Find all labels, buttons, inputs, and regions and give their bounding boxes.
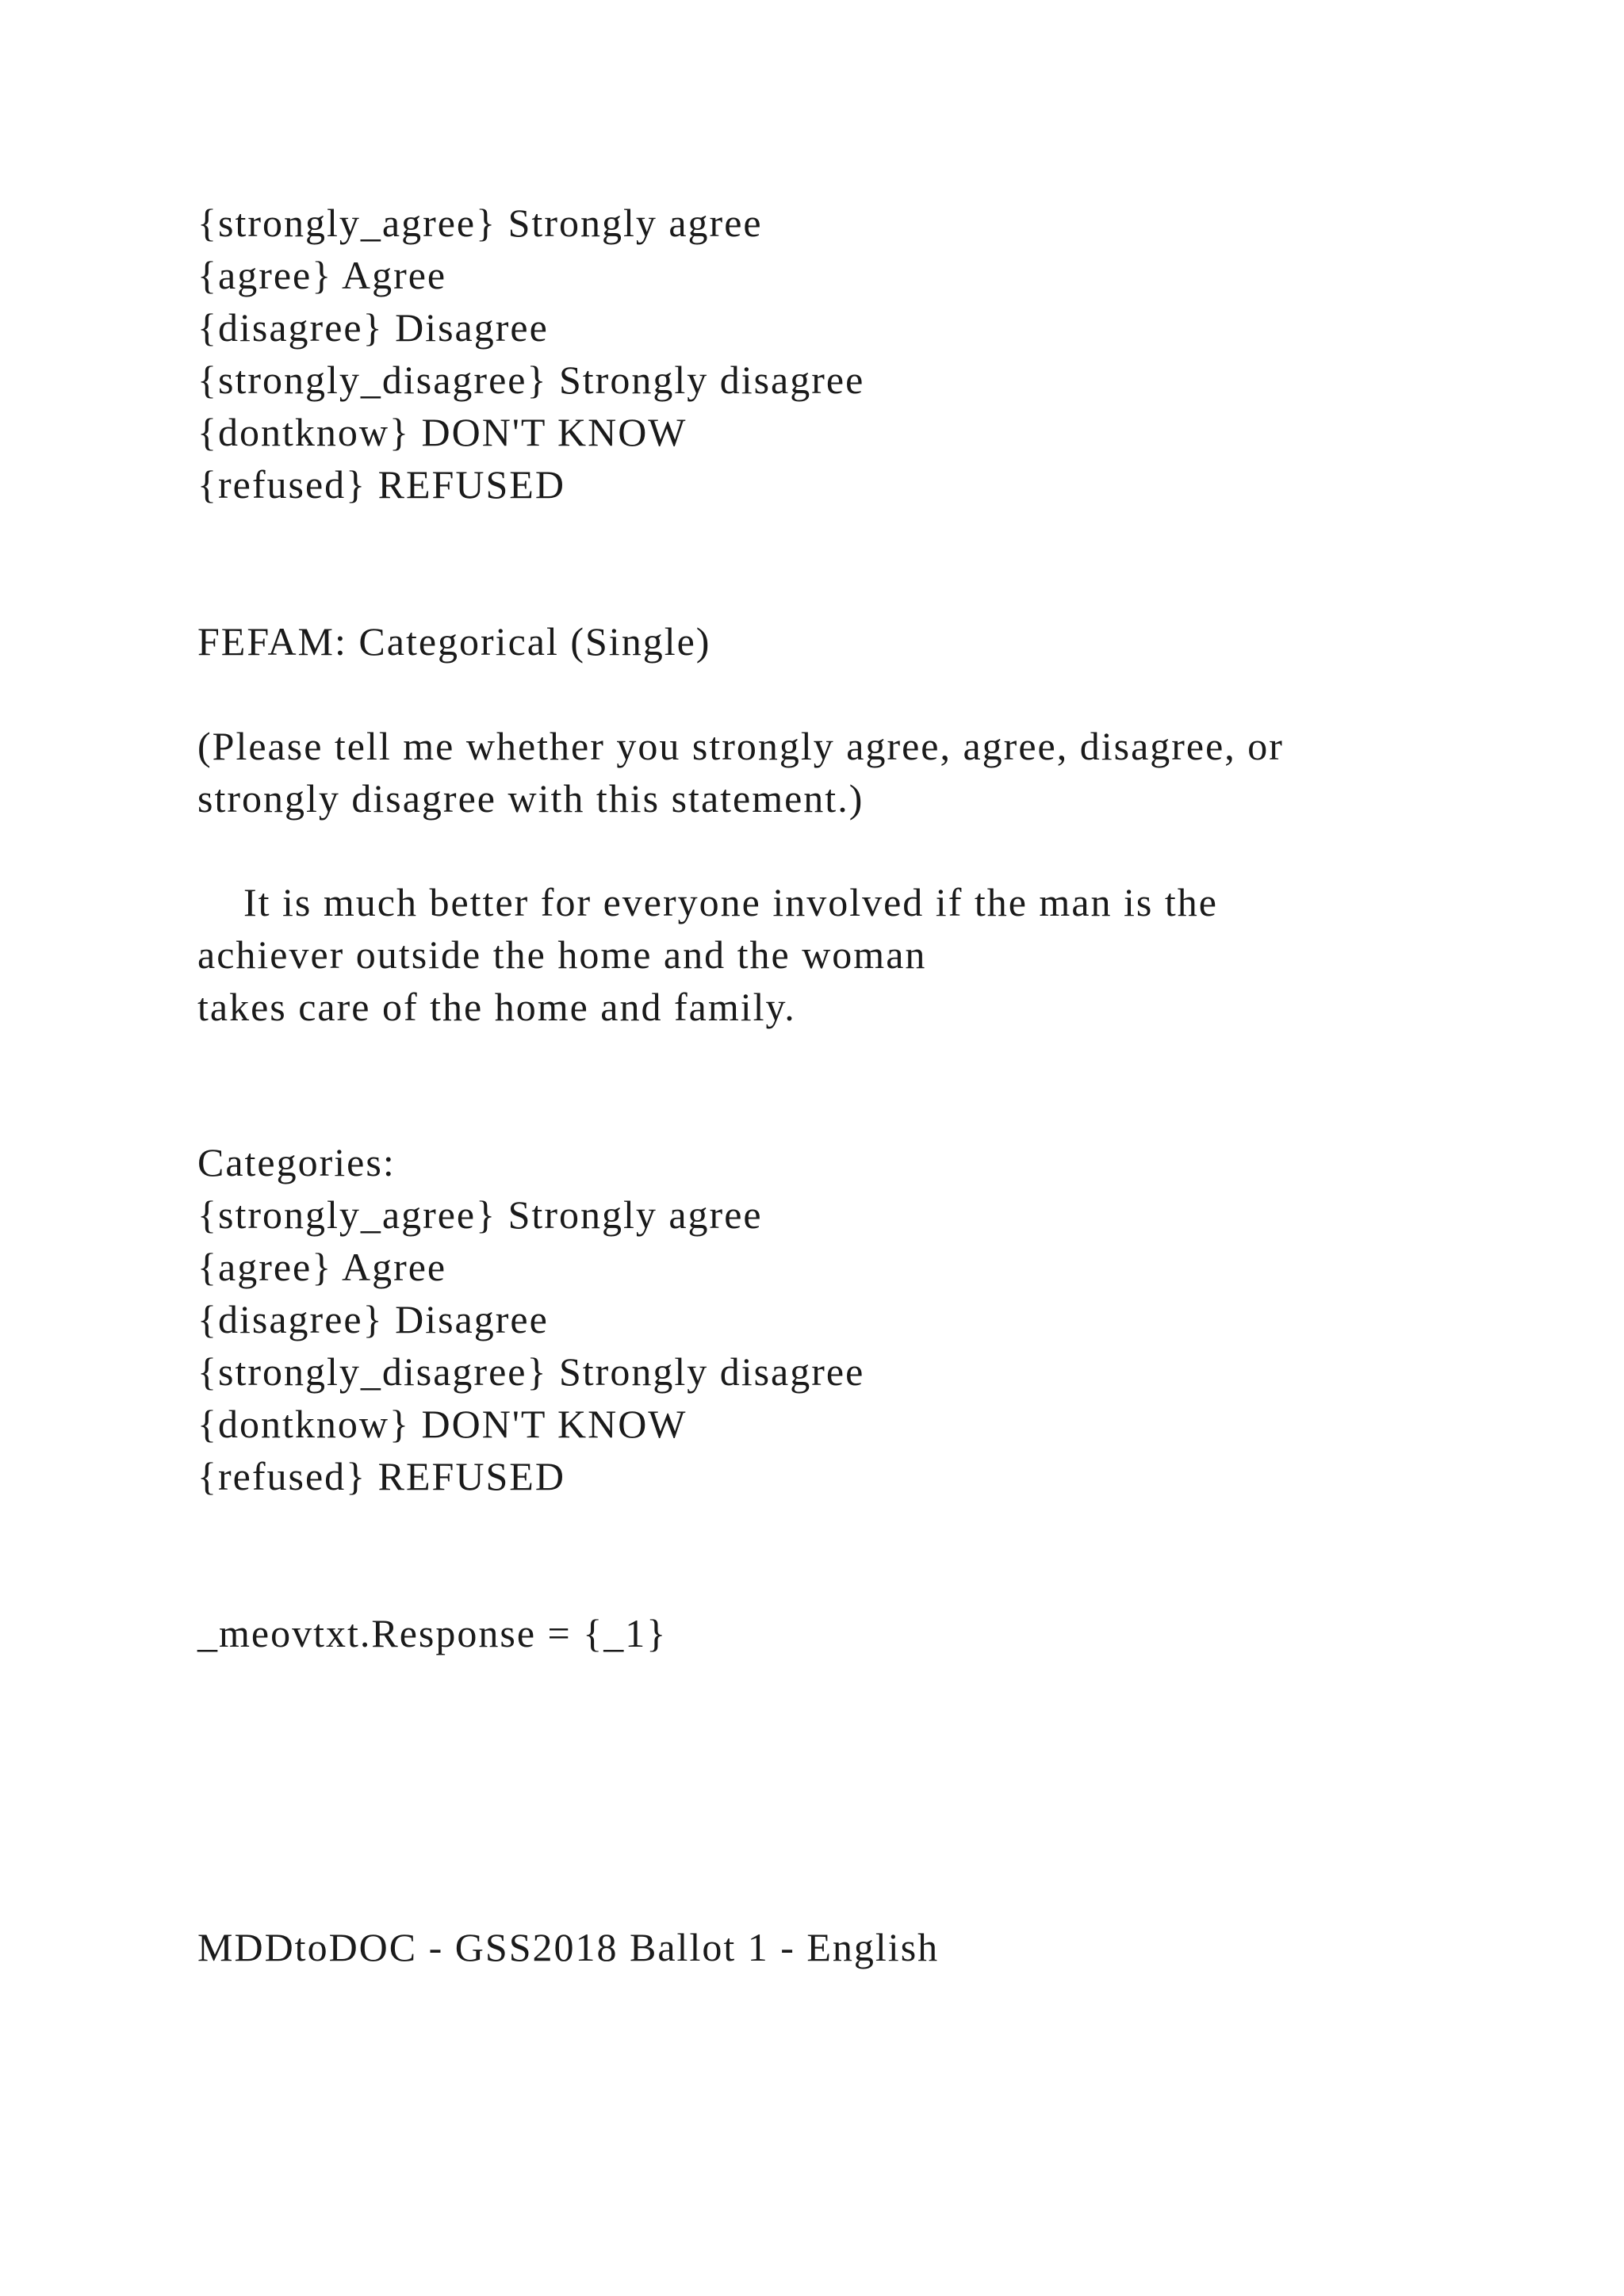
top-category-list <box>197 197 1466 511</box>
category-line <box>197 1345 1466 1398</box>
category-label: REFUSED <box>377 462 565 507</box>
category-line <box>197 354 1466 406</box>
category-label: Strongly agree <box>508 1192 763 1237</box>
category-label: Strongly disagree <box>558 358 865 402</box>
category-code: {agree} <box>197 253 333 297</box>
instruction-line: (Please tell me whether you strongly agree, agree, disagree, or <box>197 724 1284 768</box>
category-line <box>197 406 1466 458</box>
category-line <box>197 458 1466 511</box>
response-assignment: _meovtxt.Response = {_1} <box>197 1611 668 1655</box>
category-label: Strongly disagree <box>558 1349 865 1394</box>
category-label: REFUSED <box>377 1454 565 1498</box>
question-header: FEFAM: Categorical (Single) <box>197 619 711 664</box>
category-label: Disagree <box>395 305 549 350</box>
category-code: {dontknow} <box>197 1402 410 1446</box>
bottom-category-list <box>197 1188 1466 1502</box>
category-code: {strongly_agree} <box>197 201 497 245</box>
question-instruction <box>197 720 1466 825</box>
category-code: {dontknow} <box>197 410 410 454</box>
category-label: Agree <box>341 1245 447 1289</box>
category-line <box>197 1398 1466 1450</box>
category-code: {strongly_agree} <box>197 1192 497 1237</box>
category-line <box>197 301 1466 354</box>
categories-label-block <box>197 1136 1466 1188</box>
question-statement <box>197 876 1466 1033</box>
statement-line: It is much better for everyone involved if the man is the <box>197 880 1218 924</box>
statement-line: achiever outside the home and the woman <box>197 932 927 977</box>
category-code: {strongly_disagree} <box>197 1349 548 1394</box>
category-code: {refused} <box>197 1454 367 1498</box>
category-line <box>197 197 1466 249</box>
category-code: {strongly_disagree} <box>197 358 548 402</box>
category-label: DON'T KNOW <box>421 1402 688 1446</box>
category-line <box>197 249 1466 301</box>
category-code: {agree} <box>197 1245 333 1289</box>
document-footer <box>197 1921 1466 1973</box>
category-line <box>197 1188 1466 1241</box>
footer-text: MDDtoDOC - GSS2018 Ballot 1 - English <box>197 1925 940 1969</box>
category-label: Agree <box>341 253 447 297</box>
category-line <box>197 1450 1466 1502</box>
statement-line: takes care of the home and family. <box>197 985 796 1029</box>
categories-label: Categories: <box>197 1140 396 1184</box>
category-code: {refused} <box>197 462 367 507</box>
response-block <box>197 1607 1466 1659</box>
category-label: Disagree <box>395 1297 549 1341</box>
instruction-line: strongly disagree with this statement.) <box>197 776 864 821</box>
category-code: {disagree} <box>197 305 384 350</box>
category-label: DON'T KNOW <box>421 410 688 454</box>
category-line <box>197 1293 1466 1345</box>
question-header-block <box>197 615 1466 668</box>
category-label: Strongly agree <box>508 201 763 245</box>
category-line <box>197 1241 1466 1293</box>
category-code: {disagree} <box>197 1297 384 1341</box>
